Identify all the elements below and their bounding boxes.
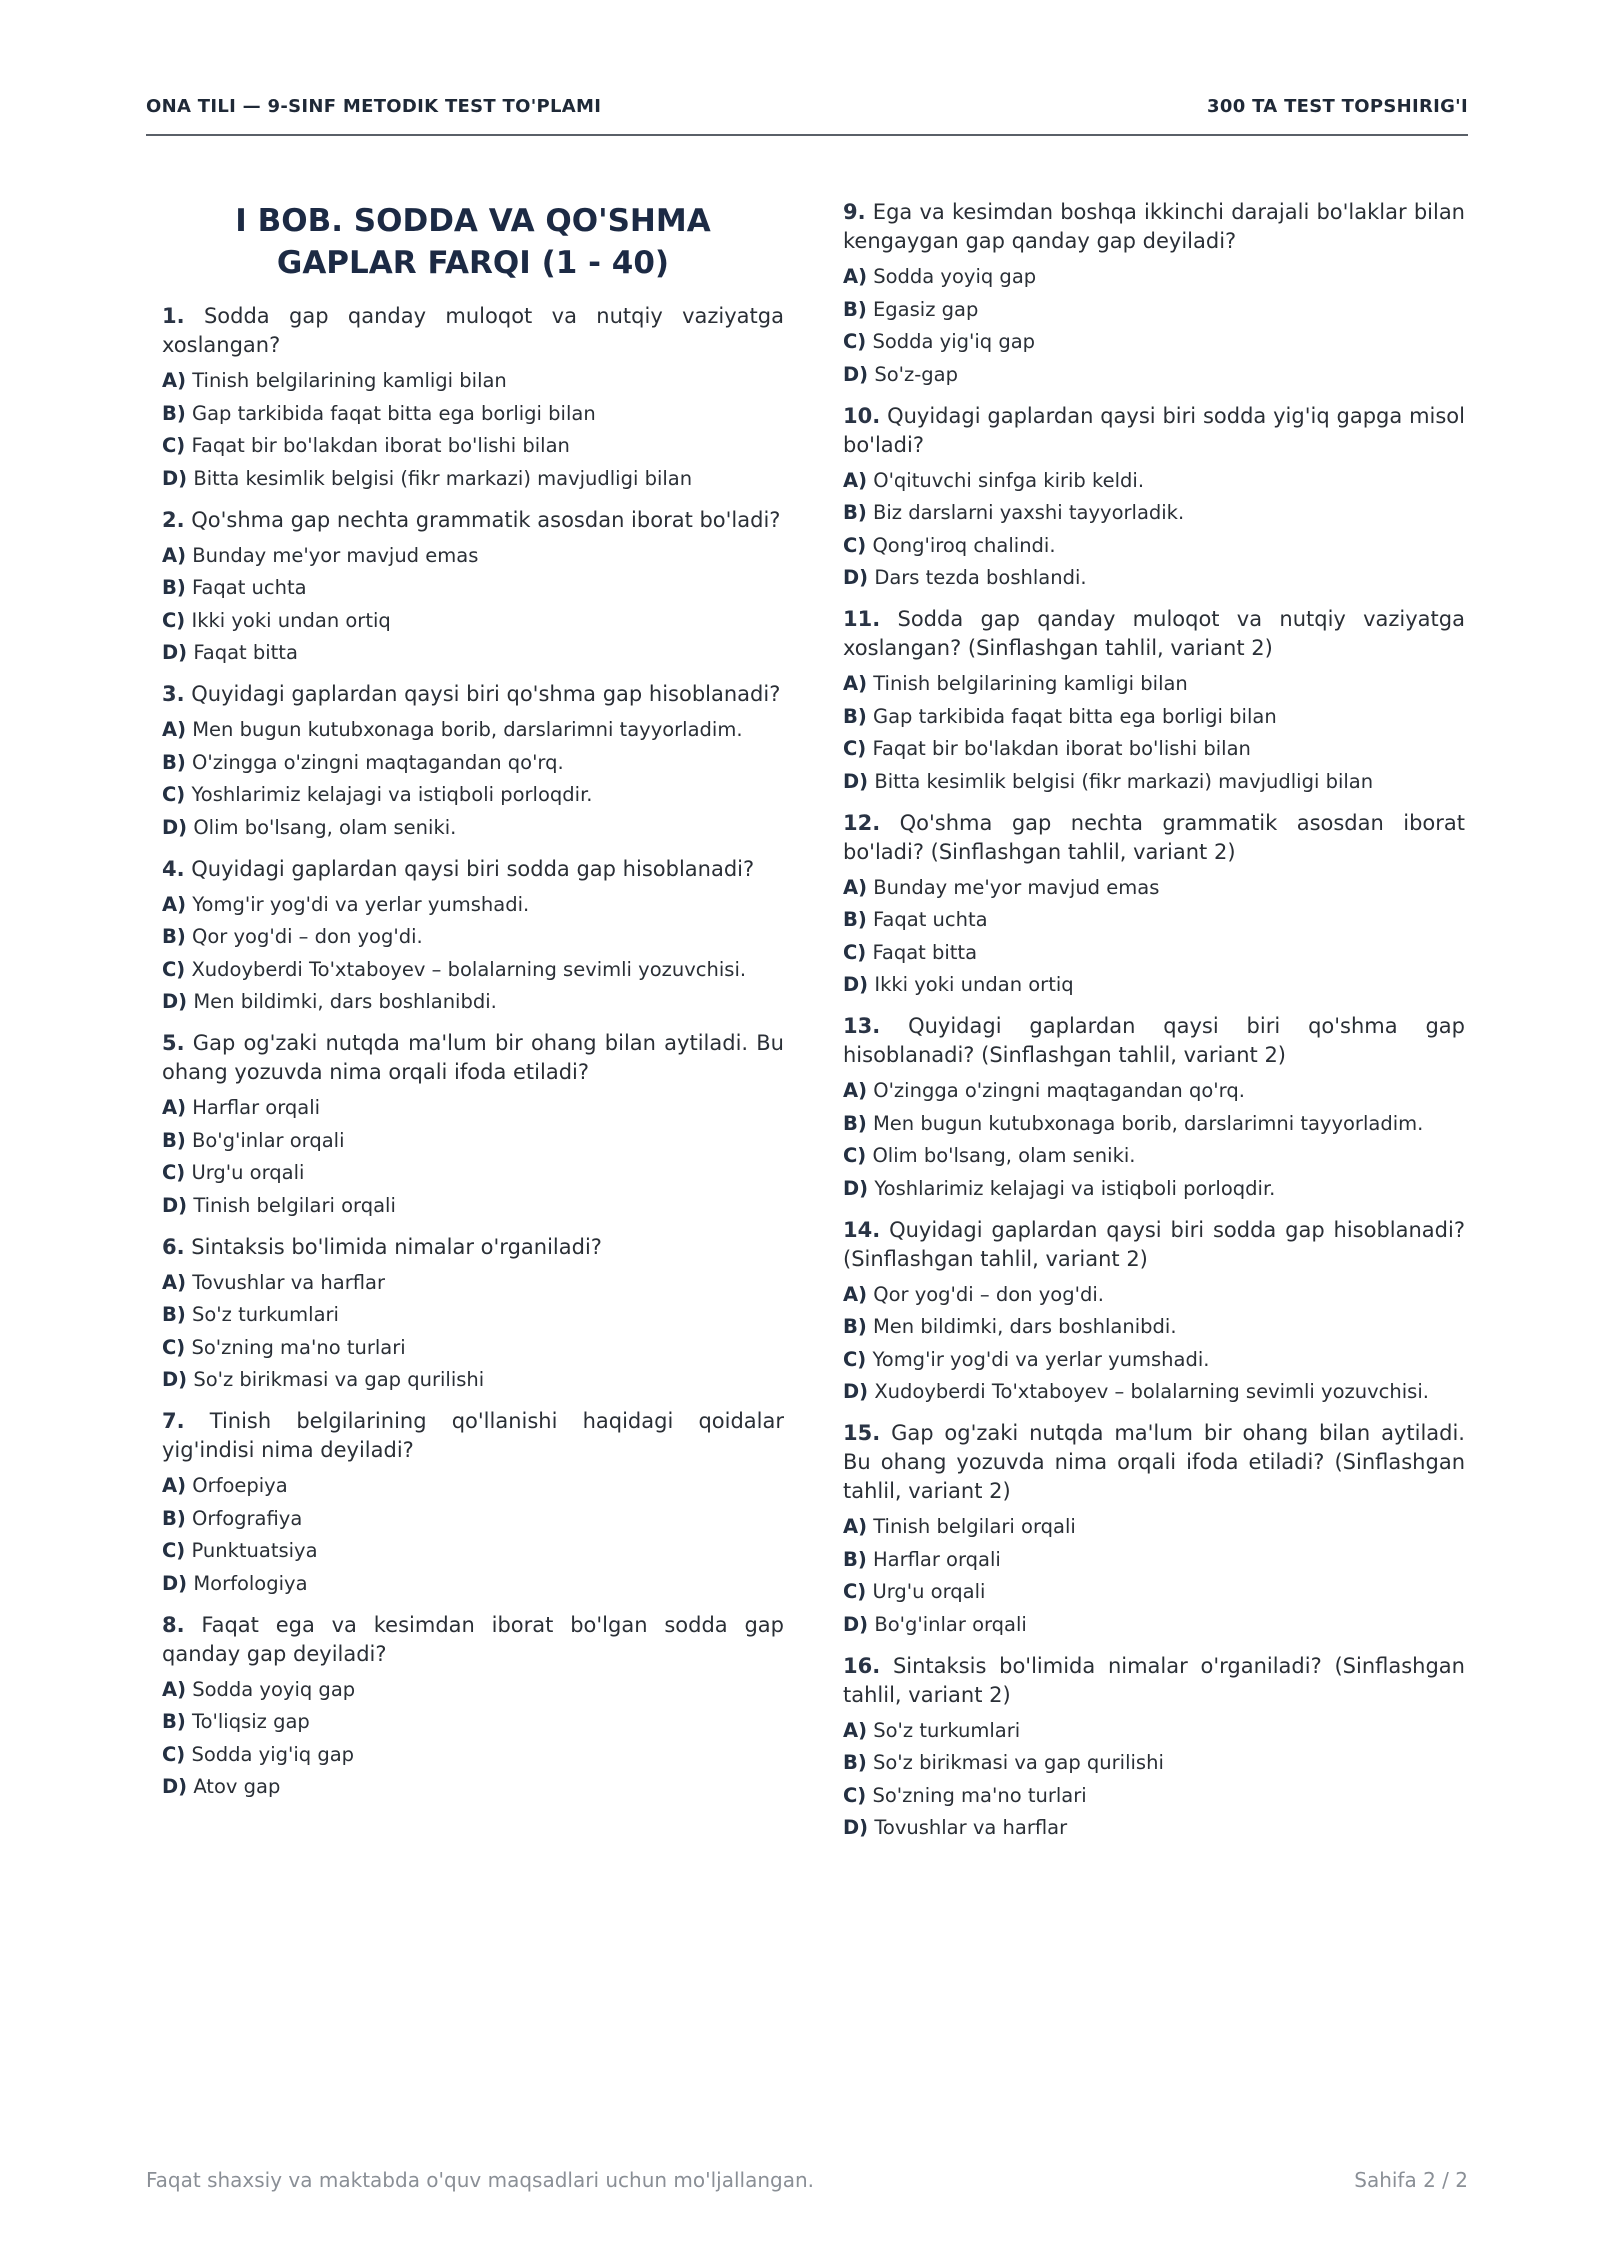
- answer-option: [843, 297, 1465, 323]
- option-letter: C): [162, 957, 186, 981]
- option-letter: C): [843, 1580, 867, 1603]
- answer-option: [843, 1143, 1465, 1169]
- question-item: [843, 1012, 1465, 1202]
- option-text: O'zingga o'zingni maqtagandan qo'rq.: [873, 1079, 1245, 1102]
- answer-option: [162, 815, 784, 841]
- question-body: Gap og'zaki nutqda ma'lum bir ohang bilan aytiladi. Bu ohang yozuvda nima orqali ifoda etiladi? (Sinflashgan tahlil, variant 2): [843, 1421, 1465, 1503]
- answer-option: [162, 1128, 784, 1154]
- option-text: Gap tarkibida faqat bitta ega borligi bilan: [191, 401, 596, 425]
- question-text: [162, 855, 784, 884]
- option-text: Faqat bitta: [193, 641, 298, 664]
- option-letter: C): [843, 1144, 867, 1167]
- answer-option: [843, 1176, 1465, 1202]
- option-text: So'z-gap: [874, 362, 958, 386]
- option-text: Bo'g'inlar orqali: [191, 1128, 345, 1152]
- option-text: Qong'iroq chalindi.: [872, 533, 1056, 557]
- question-number: 12.: [843, 810, 881, 835]
- option-letter: D): [843, 1816, 869, 1839]
- option-letter: B): [843, 1315, 867, 1338]
- question-item: [162, 1029, 784, 1219]
- option-letter: D): [162, 466, 188, 490]
- question-item: [162, 855, 784, 1016]
- option-text: Bo'g'inlar orqali: [874, 1612, 1027, 1636]
- option-letter: C): [162, 1161, 186, 1184]
- option-text: Tinish belgilari orqali: [873, 1515, 1076, 1538]
- answer-option: [162, 1270, 784, 1296]
- answer-option: [843, 1750, 1465, 1776]
- question-number: 14.: [843, 1217, 881, 1242]
- answer-option: [843, 769, 1465, 795]
- question-body: Gap og'zaki nutqda ma'lum bir ohang bilan aytiladi. Bu ohang yozuvda nima orqali ifoda etiladi?: [162, 1031, 784, 1084]
- answer-option: [162, 892, 784, 918]
- answer-option: [162, 1193, 784, 1219]
- answer-option: [162, 401, 784, 427]
- answer-option: [843, 565, 1465, 591]
- option-letter: A): [162, 543, 187, 567]
- question-item: [843, 1216, 1465, 1406]
- question-body: Sodda gap qanday muloqot va nutqiy vaziyatga xoslangan?: [162, 304, 784, 357]
- option-letter: C): [843, 737, 867, 760]
- answer-option: [843, 940, 1465, 966]
- answer-option: [162, 957, 784, 983]
- answer-option: [162, 1473, 784, 1499]
- option-text: Yomg'ir yog'di va yerlar yumshadi.: [872, 1347, 1210, 1371]
- answer-option: [843, 1078, 1465, 1104]
- question-item: [162, 1611, 784, 1801]
- option-text: So'zning ma'no turlari: [191, 1335, 406, 1359]
- option-text: Tinish belgilarining kamligi bilan: [873, 672, 1188, 695]
- option-text: Harflar orqali: [872, 1547, 1001, 1571]
- option-letter: D): [843, 362, 869, 386]
- option-text: Tovushlar va harflar: [192, 1270, 386, 1294]
- answer-option: [162, 1709, 784, 1735]
- answer-option: [843, 972, 1465, 998]
- option-text: Tinish belgilari orqali: [193, 1193, 396, 1217]
- question-body: Quyidagi gaplardan qaysi biri sodda gap hisoblanadi?: [191, 856, 755, 881]
- left-column: [162, 198, 784, 1814]
- option-text: Faqat bir bo'lakdan iborat bo'lishi bilan: [872, 737, 1251, 760]
- option-text: Yoshlarimiz kelajagi va istiqboli porloqdir.: [191, 783, 593, 806]
- option-letter: D): [162, 1193, 188, 1217]
- answer-option: [843, 533, 1465, 559]
- answer-option: [162, 608, 784, 634]
- answer-option: [843, 329, 1465, 355]
- answer-option: [162, 1506, 784, 1532]
- option-letter: C): [843, 940, 867, 964]
- option-letter: A): [162, 1270, 187, 1294]
- option-letter: D): [162, 641, 188, 664]
- option-text: Men bildimki, dars boshlanibdi.: [193, 990, 497, 1013]
- chapter-title: I BOB. SODDA VA QO'SHMA GAPLAR FARQI (1 - 40): [235, 203, 711, 281]
- question-item: [162, 680, 784, 841]
- option-letter: D): [162, 1775, 188, 1798]
- answer-option: [162, 433, 784, 459]
- option-letter: A): [162, 1096, 187, 1119]
- option-letter: D): [162, 990, 188, 1013]
- option-letter: B): [162, 576, 186, 599]
- answer-option: [843, 1282, 1465, 1308]
- option-letter: B): [843, 1751, 867, 1774]
- option-text: To'liqsiz gap: [191, 1710, 310, 1733]
- option-letter: A): [162, 1474, 187, 1497]
- option-letter: D): [162, 1368, 188, 1391]
- question-body: Qo'shma gap nechta grammatik asosdan iborat bo'ladi? (Sinflashgan tahlil, variant 2): [843, 810, 1465, 864]
- option-text: Sodda yoyiq gap: [873, 265, 1037, 288]
- option-text: Faqat uchta: [872, 908, 988, 931]
- option-letter: C): [843, 330, 867, 353]
- option-text: Faqat bir bo'lakdan iborat bo'lishi bilan: [191, 434, 570, 457]
- option-letter: C): [162, 1539, 186, 1562]
- option-letter: B): [162, 401, 186, 425]
- answer-option: [843, 671, 1465, 697]
- option-letter: B): [162, 750, 186, 774]
- option-letter: A): [843, 1282, 868, 1306]
- answer-option: [162, 543, 784, 569]
- question-body: Tinish belgilarining qo'llanishi haqidagi qoidalar yig'indisi nima deyiladi?: [162, 1409, 784, 1462]
- answer-option: [162, 368, 784, 394]
- option-letter: B): [843, 1111, 867, 1135]
- answer-option: [843, 1815, 1465, 1841]
- option-letter: C): [162, 434, 186, 457]
- option-letter: A): [843, 1079, 868, 1102]
- question-text: [162, 1611, 784, 1669]
- question-number: 11.: [843, 607, 881, 631]
- question-item: [843, 198, 1465, 388]
- option-text: Punktuatsiya: [191, 1539, 318, 1562]
- option-letter: D): [843, 769, 869, 793]
- answer-option: [162, 1095, 784, 1121]
- option-letter: A): [162, 892, 187, 916]
- answer-option: [843, 1579, 1465, 1605]
- question-text: [162, 506, 784, 535]
- option-text: Bitta kesimlik belgisi (fikr markazi) mavjudligi bilan: [874, 769, 1374, 793]
- option-text: Men bildimki, dars boshlanibdi.: [872, 1315, 1177, 1338]
- option-text: Tinish belgilarining kamligi bilan: [192, 369, 507, 392]
- answer-option: [162, 1160, 784, 1186]
- option-text: Morfologiya: [193, 1571, 308, 1595]
- option-letter: A): [843, 265, 868, 288]
- option-letter: B): [162, 1128, 186, 1152]
- option-text: Faqat uchta: [191, 576, 307, 599]
- option-text: So'z turkumlari: [873, 1718, 1021, 1742]
- option-text: Yomg'ir yog'di va yerlar yumshadi.: [192, 892, 530, 916]
- answer-option: [843, 907, 1465, 933]
- question-text: [843, 1216, 1465, 1274]
- option-text: Men bugun kutubxonaga borib, darslarimni tayyorladim.: [872, 1111, 1424, 1135]
- question-text: [162, 302, 784, 360]
- option-text: Qor yog'di – don yog'di.: [873, 1282, 1104, 1306]
- question-number: 5.: [162, 1031, 185, 1055]
- option-text: Tovushlar va harflar: [874, 1816, 1068, 1839]
- option-text: Urg'u orqali: [872, 1580, 986, 1603]
- option-letter: C): [843, 533, 867, 557]
- question-number: 16.: [843, 1653, 881, 1678]
- question-text: [843, 198, 1465, 256]
- answer-option: [843, 1718, 1465, 1744]
- option-letter: A): [162, 718, 187, 741]
- question-body: Quyidagi gaplardan qaysi biri qo'shma gap hisoblanadi?: [191, 682, 781, 706]
- page-number: Sahifa 2 / 2: [1354, 2168, 1468, 2192]
- question-text: [843, 1652, 1465, 1710]
- option-letter: A): [162, 369, 187, 392]
- option-text: So'zning ma'no turlari: [872, 1783, 1087, 1807]
- option-text: Ikki yoki undan ortiq: [191, 608, 391, 632]
- header-right-title: 300 TA TEST TOPSHIRIG'I: [1207, 96, 1468, 117]
- answer-option: [843, 704, 1465, 730]
- question-text: [843, 809, 1465, 867]
- page-header: [146, 96, 1468, 136]
- option-text: Xudoyberdi To'xtaboyev – bolalarning sevimli yozuvchisi.: [874, 1380, 1429, 1403]
- question-text: [162, 680, 784, 709]
- option-text: Sodda yig'iq gap: [191, 1742, 355, 1766]
- question-item: [843, 1419, 1465, 1638]
- option-letter: A): [843, 875, 868, 899]
- option-text: O'zingga o'zingni maqtagandan qo'rq.: [191, 750, 564, 774]
- answer-option: [843, 1379, 1465, 1405]
- answer-option: [162, 1302, 784, 1328]
- question-number: 2.: [162, 507, 185, 532]
- page-footer: [146, 2168, 1468, 2192]
- question-number: 7.: [162, 1409, 185, 1433]
- question-body: Qo'shma gap nechta grammatik asosdan iborat bo'ladi?: [191, 507, 781, 532]
- option-letter: B): [843, 297, 867, 321]
- question-number: 8.: [162, 1612, 185, 1637]
- option-letter: B): [162, 925, 186, 948]
- answer-option: [843, 264, 1465, 290]
- question-text: [162, 1233, 784, 1262]
- option-letter: A): [843, 672, 868, 695]
- option-letter: C): [843, 1347, 867, 1371]
- answer-option: [843, 1783, 1465, 1809]
- option-letter: A): [843, 1718, 868, 1742]
- question-item: [162, 506, 784, 667]
- answer-option: [162, 1774, 784, 1800]
- answer-option: [162, 1538, 784, 1564]
- option-text: Faqat bitta: [872, 940, 978, 964]
- question-number: 10.: [843, 403, 881, 428]
- option-letter: B): [162, 1506, 186, 1530]
- question-text: [843, 1419, 1465, 1506]
- option-text: Orfografiya: [191, 1506, 303, 1530]
- answer-option: [843, 1111, 1465, 1137]
- answer-option: [843, 500, 1465, 526]
- question-body: Faqat ega va kesimdan iborat bo'lgan sodda gap qanday gap deyiladi?: [162, 1612, 784, 1666]
- answer-option: [162, 717, 784, 743]
- question-item: [843, 402, 1465, 592]
- option-text: Bunday me'yor mavjud emas: [873, 875, 1160, 899]
- question-body: Quyidagi gaplardan qaysi biri sodda yig'iq gapga misol bo'ladi?: [843, 403, 1465, 457]
- option-text: So'z birikmasi va gap qurilishi: [193, 1368, 485, 1391]
- option-text: Qor yog'di – don yog'di.: [191, 925, 423, 948]
- question-body: Quyidagi gaplardan qaysi biri sodda gap hisoblanadi? (Sinflashgan tahlil, variant 2): [843, 1217, 1465, 1271]
- option-letter: B): [843, 1547, 867, 1571]
- option-letter: D): [843, 973, 869, 996]
- option-letter: B): [162, 1710, 186, 1733]
- option-text: Ikki yoki undan ortiq: [874, 973, 1074, 996]
- question-body: Sintaksis bo'limida nimalar o'rganiladi? (Sinflashgan tahlil, variant 2): [843, 1653, 1465, 1707]
- option-letter: C): [162, 1742, 186, 1766]
- option-letter: C): [162, 783, 186, 806]
- option-letter: D): [843, 1612, 869, 1636]
- option-letter: B): [843, 501, 867, 524]
- option-text: O'qituvchi sinfga kirib keldi.: [873, 468, 1145, 492]
- header-left-title: ONA TILI — 9-SINF METODIK TEST TO'PLAMI: [146, 96, 602, 117]
- answer-option: [843, 1314, 1465, 1340]
- option-text: So'z birikmasi va gap qurilishi: [872, 1751, 1164, 1774]
- question-text: [843, 1012, 1465, 1070]
- question-body: Ega va kesimdan boshqa ikkinchi darajali bo'laklar bilan kengaygan gap qanday gap deyiladi?: [843, 200, 1465, 253]
- question-number: 6.: [162, 1234, 185, 1259]
- option-letter: B): [843, 908, 867, 931]
- option-text: Men bugun kutubxonaga borib, darslarimni tayyorladim.: [192, 718, 743, 741]
- question-item: [162, 1233, 784, 1394]
- option-text: Sodda yoyiq gap: [192, 1677, 356, 1701]
- option-letter: C): [162, 608, 186, 632]
- answer-option: [162, 1742, 784, 1768]
- option-letter: D): [162, 815, 188, 839]
- option-letter: B): [843, 704, 867, 728]
- question-body: Quyidagi gaplardan qaysi biri qo'shma gap hisoblanadi? (Sinflashgan tahlil, variant 2): [843, 1014, 1465, 1067]
- option-text: Olim bo'lsang, olam seniki.: [872, 1144, 1136, 1167]
- option-letter: D): [843, 1176, 869, 1200]
- answer-option: [162, 575, 784, 601]
- answer-option: [162, 1335, 784, 1361]
- answer-option: [843, 1514, 1465, 1540]
- question-item: [843, 809, 1465, 999]
- option-text: Bitta kesimlik belgisi (fikr markazi) mavjudligi bilan: [193, 466, 693, 490]
- answer-option: [162, 750, 784, 776]
- question-text: [843, 402, 1465, 460]
- answer-option: [162, 1677, 784, 1703]
- answer-option: [162, 466, 784, 492]
- question-text: [162, 1029, 784, 1087]
- answer-option: [162, 924, 784, 950]
- question-number: 13.: [843, 1014, 881, 1038]
- question-body: Sodda gap qanday muloqot va nutqiy vaziyatga xoslangan? (Sinflashgan tahlil, variant 2): [843, 607, 1465, 660]
- answer-option: [843, 1612, 1465, 1638]
- option-letter: D): [162, 1571, 188, 1595]
- answer-option: [843, 1347, 1465, 1373]
- option-text: Urg'u orqali: [191, 1161, 305, 1184]
- answer-option: [162, 1367, 784, 1393]
- option-text: Bunday me'yor mavjud emas: [192, 543, 479, 567]
- option-text: Egasiz gap: [872, 297, 979, 321]
- question-text: [162, 1407, 784, 1465]
- answer-option: [162, 989, 784, 1015]
- question-item: [843, 1652, 1465, 1842]
- question-number: 1.: [162, 304, 185, 328]
- right-column: [843, 198, 1465, 1855]
- option-text: Biz darslarni yaxshi tayyorladik.: [872, 501, 1185, 524]
- option-text: Gap tarkibida faqat bitta ega borligi bilan: [872, 704, 1277, 728]
- option-letter: B): [162, 1303, 186, 1326]
- option-letter: A): [843, 1515, 868, 1538]
- option-letter: D): [843, 566, 869, 589]
- option-text: Atov gap: [193, 1775, 281, 1798]
- answer-option: [843, 736, 1465, 762]
- answer-option: [843, 875, 1465, 901]
- question-item: [843, 605, 1465, 795]
- option-letter: A): [162, 1677, 187, 1701]
- question-number: 4.: [162, 856, 185, 881]
- question-number: 15.: [843, 1421, 881, 1445]
- answer-option: [162, 640, 784, 666]
- option-text: Xudoyberdi To'xtaboyev – bolalarning sevimli yozuvchisi.: [191, 957, 747, 981]
- option-text: Harflar orqali: [192, 1096, 321, 1119]
- question-item: [162, 302, 784, 492]
- option-letter: C): [162, 1335, 186, 1359]
- question-text: [843, 605, 1465, 663]
- answer-option: [843, 1547, 1465, 1573]
- question-item: [162, 1407, 784, 1597]
- option-text: Orfoepiya: [192, 1474, 288, 1497]
- option-text: Olim bo'lsang, olam seniki.: [193, 815, 457, 839]
- option-text: So'z turkumlari: [191, 1303, 339, 1326]
- answer-option: [162, 1571, 784, 1597]
- option-letter: A): [843, 468, 868, 492]
- answer-option: [843, 468, 1465, 494]
- footer-note: Faqat shaxsiy va maktabda o'quv maqsadlari uchun mo'ljallangan.: [146, 2168, 815, 2192]
- question-number: 9.: [843, 200, 866, 224]
- question-number: 3.: [162, 682, 185, 706]
- answer-option: [162, 782, 784, 808]
- option-text: Yoshlarimiz kelajagi va istiqboli porloqdir.: [874, 1176, 1276, 1200]
- answer-option: [843, 362, 1465, 388]
- question-body: Sintaksis bo'limida nimalar o'rganiladi?: [191, 1234, 602, 1259]
- option-letter: C): [843, 1783, 867, 1807]
- option-text: Sodda yig'iq gap: [872, 330, 1036, 353]
- option-letter: D): [843, 1380, 869, 1403]
- option-text: Dars tezda boshlandi.: [874, 566, 1087, 589]
